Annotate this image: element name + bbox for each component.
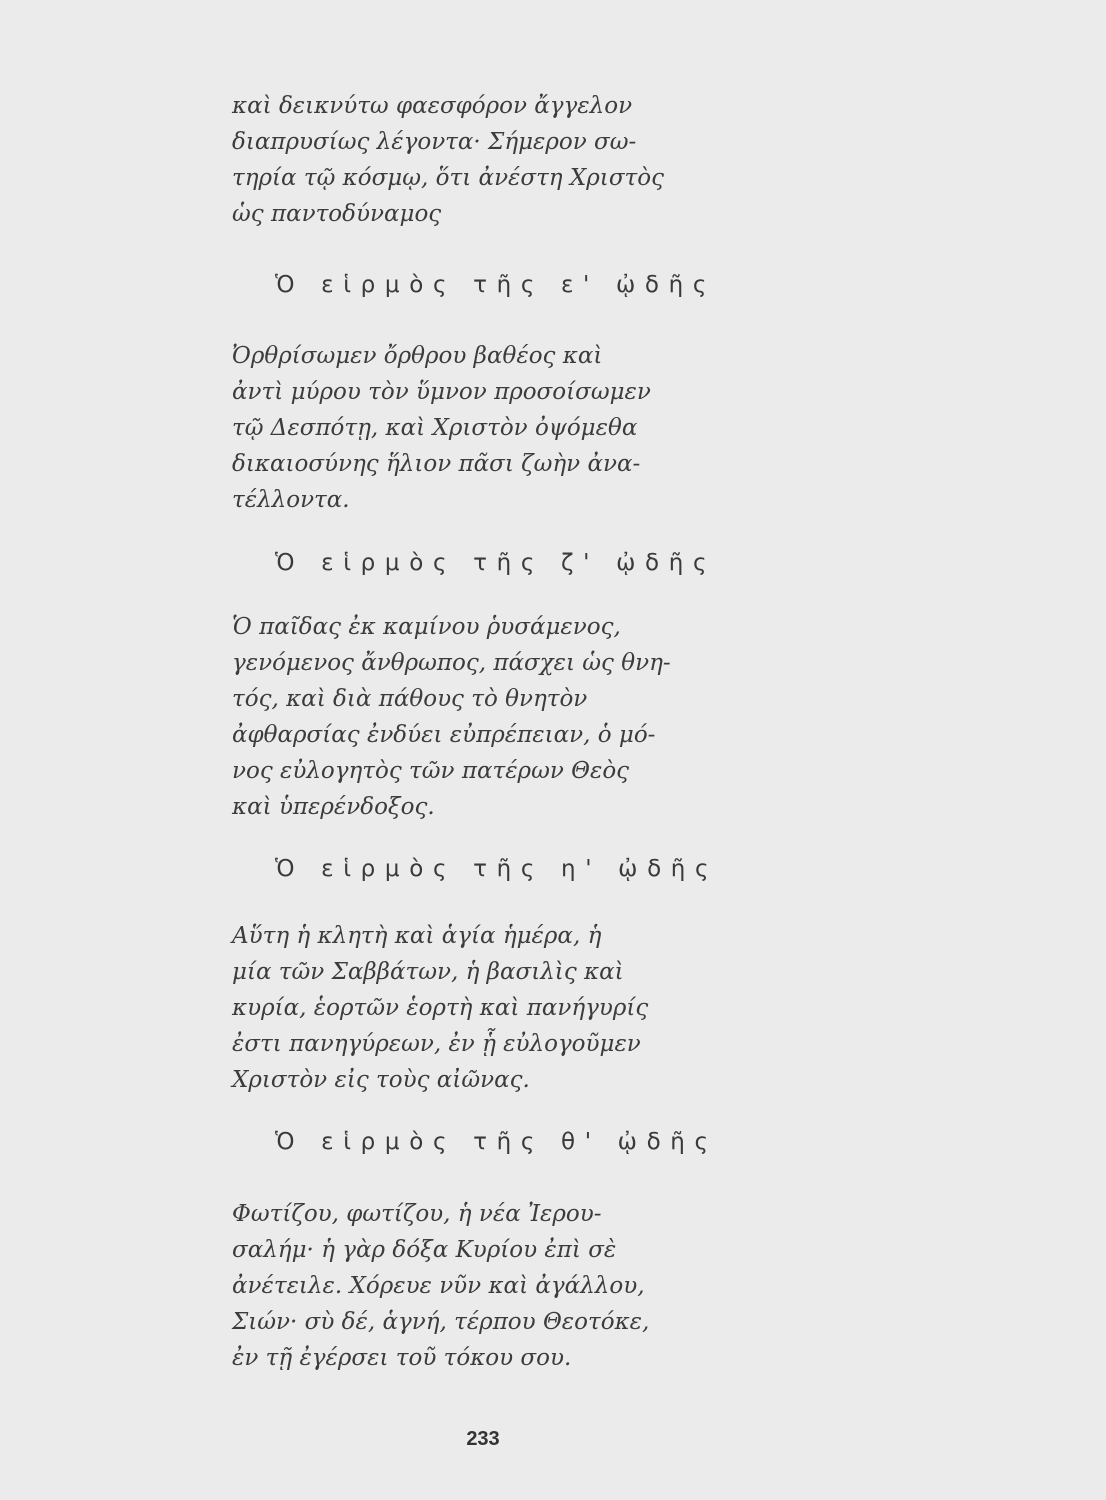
text-line: τός, καὶ διὰ πάθους τὸ θνητὸν (232, 686, 588, 712)
text-line: δικαιοσύνης ἥλιον πᾶσι ζωὴν ἀνα- (232, 451, 641, 477)
text-line: διαπρυσίως λέγοντα· Σήμερον σω- (232, 129, 637, 155)
text-line: Ὁ παῖδας ἐκ καμίνου ῥυσάμενος, (232, 614, 621, 640)
text-line: τέλλοντα. (232, 487, 350, 513)
heading-ode-5: Ὁ εἱρμὸς τῆς ε' ᾠδῆς (275, 272, 717, 298)
text-line: Αὕτη ἡ κλητὴ καὶ ἁγία ἡμέρα, ἡ (232, 923, 602, 949)
text-line: τῷ Δεσπότῃ, καὶ Χριστὸν ὀψόμεθα (232, 415, 638, 441)
stanza-ode-8 (232, 918, 712, 1098)
text-line: Φωτίζου, φωτίζου, ἡ νέα Ἰερου- (232, 1201, 602, 1227)
text-line: ἀντὶ μύρου τὸν ὕμνον προσοίσωμεν (232, 379, 651, 405)
text-line: καὶ ὑπερένδοξος. (232, 794, 435, 820)
heading-ode-7: Ὁ εἱρμὸς τῆς ζ' ᾠδῆς (275, 550, 717, 576)
heading-ode-9: Ὁ εἱρμὸς τῆς θ' ᾠδῆς (275, 1129, 718, 1155)
text-line: ὡς παντοδύναμος (232, 201, 442, 227)
stanza-ode-5 (232, 338, 712, 518)
page-number: 233 (466, 1428, 500, 1450)
text-line: μία τῶν Σαββάτων, ἡ βασιλὶς καὶ (232, 959, 624, 985)
stanza-ode-9 (232, 1196, 712, 1376)
text-line: Ὀρθρίσωμεν ὄρθρου βαθέος καὶ (232, 343, 603, 369)
text-line: γενόμενος ἄνθρωπος, πάσχει ὡς θνη- (232, 650, 671, 676)
text-line: Σιών· σὺ δέ, ἁγνή, τέρπου Θεοτόκε, (232, 1309, 650, 1335)
text-line: νος εὐλογητὸς τῶν πατέρων Θεὸς (232, 758, 630, 784)
text-line: καὶ δεικνύτω φαεσφόρον ἄγγελον (232, 93, 633, 119)
text-line: ἀνέτειλε. Χόρευε νῦν καὶ ἀγάλλου, (232, 1273, 645, 1299)
text-line: Χριστὸν εἰς τοὺς αἰῶνας. (232, 1067, 530, 1093)
text-line: ἀφθαρσίας ἐνδύει εὐπρέπειαν, ὁ μό- (232, 722, 656, 748)
text-line: σαλήμ· ἡ γὰρ δόξα Κυρίου ἐπὶ σὲ (232, 1237, 617, 1263)
heading-ode-8: Ὁ εἱρμὸς τῆς η' ᾠδῆς (275, 856, 719, 882)
text-line: ἐστι πανηγύρεων, ἐν ᾗ εὐλογοῦμεν (232, 1031, 641, 1057)
stanza-continuation (232, 88, 712, 232)
stanza-ode-7 (232, 609, 712, 825)
text-line: κυρία, ἑορτῶν ἑορτὴ καὶ πανήγυρίς (232, 995, 649, 1021)
text-line: τηρία τῷ κόσμῳ, ὅτι ἀνέστη Χριστὸς (232, 165, 664, 191)
text-line: ἐν τῇ ἐγέρσει τοῦ τόκου σου. (232, 1345, 572, 1371)
